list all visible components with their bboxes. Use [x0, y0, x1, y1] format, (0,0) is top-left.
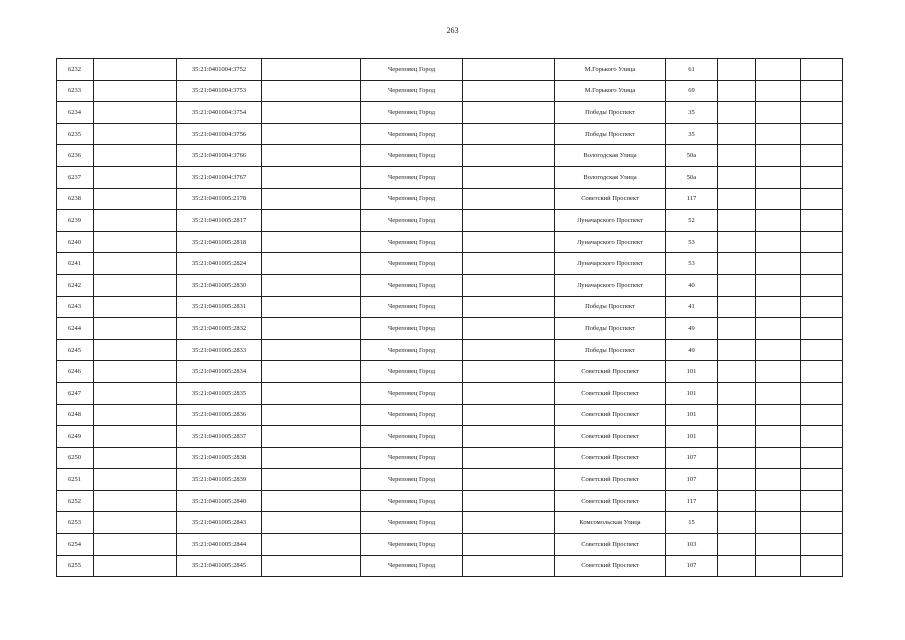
empty-cell — [262, 123, 361, 145]
empty-cell — [718, 447, 756, 469]
page-number: 263 — [446, 26, 459, 35]
empty-cell — [262, 80, 361, 102]
house-number-cell: 52 — [666, 210, 718, 232]
city-cell: Череповец Город — [361, 166, 463, 188]
empty-cell — [463, 80, 555, 102]
city-cell: Череповец Город — [361, 253, 463, 275]
city-cell: Череповец Город — [361, 534, 463, 556]
empty-cell — [463, 59, 555, 81]
table-row — [57, 361, 843, 383]
house-number-cell: 50а — [666, 166, 718, 188]
empty-cell — [262, 166, 361, 188]
house-number-cell: 101 — [666, 404, 718, 426]
empty-cell — [718, 512, 756, 534]
row-number-cell: 6250 — [57, 447, 94, 469]
house-number-cell: 53 — [666, 231, 718, 253]
street-cell: Луначарского Проспект — [555, 253, 666, 275]
city-cell: Череповец Город — [361, 123, 463, 145]
empty-cell — [718, 426, 756, 448]
street-cell: Советский Проспект — [555, 534, 666, 556]
table-row — [57, 123, 843, 145]
empty-cell — [718, 534, 756, 556]
empty-cell — [463, 231, 555, 253]
table-row — [57, 512, 843, 534]
cadastral-number-cell: 35:21:0401004:3752 — [177, 59, 262, 81]
table-row — [57, 490, 843, 512]
empty-cell — [801, 404, 843, 426]
empty-cell — [94, 361, 177, 383]
empty-cell — [262, 59, 361, 81]
empty-cell — [718, 145, 756, 167]
empty-cell — [756, 404, 801, 426]
empty-cell — [463, 404, 555, 426]
row-number-cell: 6251 — [57, 469, 94, 491]
empty-cell — [801, 145, 843, 167]
empty-cell — [801, 59, 843, 81]
empty-cell — [94, 296, 177, 318]
empty-cell — [756, 426, 801, 448]
empty-cell — [718, 490, 756, 512]
cadastral-number-cell: 35:21:0401004:3756 — [177, 123, 262, 145]
cadastral-number-cell: 35:21:0401004:3766 — [177, 145, 262, 167]
empty-cell — [756, 145, 801, 167]
empty-cell — [94, 555, 177, 577]
table-row — [57, 102, 843, 124]
street-cell: Победы Проспект — [555, 102, 666, 124]
empty-cell — [463, 296, 555, 318]
row-number-cell: 6247 — [57, 382, 94, 404]
street-cell: Луначарского Проспект — [555, 231, 666, 253]
empty-cell — [718, 231, 756, 253]
city-cell: Череповец Город — [361, 361, 463, 383]
street-cell: Комсомольская Улица — [555, 512, 666, 534]
empty-cell — [463, 426, 555, 448]
empty-cell — [262, 382, 361, 404]
city-cell: Череповец Город — [361, 426, 463, 448]
empty-cell — [718, 296, 756, 318]
empty-cell — [801, 382, 843, 404]
house-number-cell: 49 — [666, 339, 718, 361]
cadastral-number-cell: 35:21:0401005:2837 — [177, 426, 262, 448]
table-row — [57, 404, 843, 426]
empty-cell — [801, 274, 843, 296]
street-cell: Луначарского Проспект — [555, 210, 666, 232]
city-cell: Череповец Город — [361, 296, 463, 318]
table-row — [57, 534, 843, 556]
row-number-cell: 6239 — [57, 210, 94, 232]
empty-cell — [756, 555, 801, 577]
row-number-cell: 6233 — [57, 80, 94, 102]
empty-cell — [756, 102, 801, 124]
street-cell: М.Горького Улица — [555, 59, 666, 81]
empty-cell — [756, 59, 801, 81]
street-cell: Советский Проспект — [555, 490, 666, 512]
house-number-cell: 101 — [666, 361, 718, 383]
registry-body — [57, 59, 843, 577]
city-cell: Череповец Город — [361, 231, 463, 253]
cadastral-number-cell: 35:21:0401005:2843 — [177, 512, 262, 534]
empty-cell — [801, 534, 843, 556]
cadastral-number-cell: 35:21:0401005:2178 — [177, 188, 262, 210]
empty-cell — [756, 534, 801, 556]
row-number-cell: 6240 — [57, 231, 94, 253]
empty-cell — [718, 59, 756, 81]
empty-cell — [94, 145, 177, 167]
empty-cell — [801, 469, 843, 491]
empty-cell — [801, 512, 843, 534]
house-number-cell: 35 — [666, 123, 718, 145]
empty-cell — [262, 404, 361, 426]
empty-cell — [262, 231, 361, 253]
city-cell: Череповец Город — [361, 555, 463, 577]
city-cell: Череповец Город — [361, 469, 463, 491]
cadastral-number-cell: 35:21:0401005:2831 — [177, 296, 262, 318]
street-cell: Вологодская Улица — [555, 166, 666, 188]
cadastral-number-cell: 35:21:0401005:2818 — [177, 231, 262, 253]
empty-cell — [801, 361, 843, 383]
city-cell: Череповец Город — [361, 188, 463, 210]
empty-cell — [262, 469, 361, 491]
empty-cell — [463, 253, 555, 275]
empty-cell — [262, 102, 361, 124]
row-number-cell: 6234 — [57, 102, 94, 124]
street-cell: Луначарского Проспект — [555, 274, 666, 296]
empty-cell — [756, 188, 801, 210]
city-cell: Череповец Город — [361, 382, 463, 404]
street-cell: Советский Проспект — [555, 382, 666, 404]
empty-cell — [718, 210, 756, 232]
empty-cell — [801, 80, 843, 102]
row-number-cell: 6246 — [57, 361, 94, 383]
table-row — [57, 447, 843, 469]
cadastral-number-cell: 35:21:0401005:2834 — [177, 361, 262, 383]
empty-cell — [463, 469, 555, 491]
house-number-cell: 107 — [666, 555, 718, 577]
row-number-cell: 6248 — [57, 404, 94, 426]
empty-cell — [94, 210, 177, 232]
table-row — [57, 59, 843, 81]
empty-cell — [718, 339, 756, 361]
cadastral-number-cell: 35:21:0401005:2824 — [177, 253, 262, 275]
house-number-cell: 107 — [666, 447, 718, 469]
empty-cell — [801, 296, 843, 318]
empty-cell — [463, 512, 555, 534]
cadastral-number-cell: 35:21:0401005:2845 — [177, 555, 262, 577]
empty-cell — [718, 102, 756, 124]
empty-cell — [262, 296, 361, 318]
empty-cell — [463, 210, 555, 232]
empty-cell — [262, 361, 361, 383]
empty-cell — [718, 318, 756, 340]
empty-cell — [463, 274, 555, 296]
empty-cell — [463, 123, 555, 145]
empty-cell — [262, 490, 361, 512]
house-number-cell: 15 — [666, 512, 718, 534]
empty-cell — [94, 534, 177, 556]
empty-cell — [94, 447, 177, 469]
row-number-cell: 6255 — [57, 555, 94, 577]
empty-cell — [94, 166, 177, 188]
empty-cell — [262, 447, 361, 469]
row-number-cell: 6238 — [57, 188, 94, 210]
empty-cell — [801, 253, 843, 275]
street-cell: Вологодская Улица — [555, 145, 666, 167]
empty-cell — [801, 426, 843, 448]
street-cell: Советский Проспект — [555, 447, 666, 469]
empty-cell — [718, 274, 756, 296]
street-cell: Советский Проспект — [555, 188, 666, 210]
city-cell: Череповец Город — [361, 145, 463, 167]
empty-cell — [94, 469, 177, 491]
empty-cell — [463, 534, 555, 556]
cadastral-number-cell: 35:21:0401005:2832 — [177, 318, 262, 340]
empty-cell — [94, 80, 177, 102]
cadastral-number-cell: 35:21:0401005:2835 — [177, 382, 262, 404]
empty-cell — [463, 102, 555, 124]
empty-cell — [801, 102, 843, 124]
cadastral-number-cell: 35:21:0401005:2844 — [177, 534, 262, 556]
city-cell: Череповец Город — [361, 210, 463, 232]
empty-cell — [262, 188, 361, 210]
street-cell: Советский Проспект — [555, 404, 666, 426]
empty-cell — [718, 469, 756, 491]
table-row — [57, 274, 843, 296]
row-number-cell: 6237 — [57, 166, 94, 188]
empty-cell — [463, 318, 555, 340]
empty-cell — [801, 339, 843, 361]
cadastral-number-cell: 35:21:0401005:2839 — [177, 469, 262, 491]
city-cell: Череповец Город — [361, 102, 463, 124]
empty-cell — [756, 210, 801, 232]
empty-cell — [718, 555, 756, 577]
empty-cell — [756, 123, 801, 145]
cadastral-number-cell: 35:21:0401005:2817 — [177, 210, 262, 232]
city-cell: Череповец Город — [361, 490, 463, 512]
empty-cell — [94, 274, 177, 296]
empty-cell — [756, 80, 801, 102]
empty-cell — [756, 231, 801, 253]
cadastral-number-cell: 35:21:0401004:3754 — [177, 102, 262, 124]
street-cell: М.Горького Улица — [555, 80, 666, 102]
house-number-cell: 49 — [666, 318, 718, 340]
house-number-cell: 35 — [666, 102, 718, 124]
street-cell: Победы Проспект — [555, 339, 666, 361]
empty-cell — [718, 80, 756, 102]
empty-cell — [718, 253, 756, 275]
empty-cell — [756, 318, 801, 340]
empty-cell — [463, 145, 555, 167]
empty-cell — [801, 188, 843, 210]
table-row — [57, 318, 843, 340]
empty-cell — [262, 318, 361, 340]
empty-cell — [262, 210, 361, 232]
cadastral-number-cell: 35:21:0401004:3753 — [177, 80, 262, 102]
table-row — [57, 253, 843, 275]
empty-cell — [262, 426, 361, 448]
empty-cell — [94, 512, 177, 534]
empty-cell — [94, 404, 177, 426]
empty-cell — [94, 188, 177, 210]
city-cell: Череповец Город — [361, 404, 463, 426]
empty-cell — [262, 253, 361, 275]
city-cell: Череповец Город — [361, 447, 463, 469]
row-number-cell: 6236 — [57, 145, 94, 167]
city-cell: Череповец Город — [361, 80, 463, 102]
empty-cell — [463, 188, 555, 210]
empty-cell — [756, 447, 801, 469]
cadastral-number-cell: 35:21:0401005:2830 — [177, 274, 262, 296]
empty-cell — [756, 339, 801, 361]
empty-cell — [718, 404, 756, 426]
empty-cell — [463, 447, 555, 469]
empty-cell — [463, 555, 555, 577]
empty-cell — [94, 102, 177, 124]
table-row — [57, 231, 843, 253]
empty-cell — [94, 59, 177, 81]
row-number-cell: 6242 — [57, 274, 94, 296]
empty-cell — [262, 534, 361, 556]
empty-cell — [756, 361, 801, 383]
empty-cell — [801, 447, 843, 469]
city-cell: Череповец Город — [361, 59, 463, 81]
empty-cell — [756, 296, 801, 318]
table-row — [57, 166, 843, 188]
street-cell: Победы Проспект — [555, 123, 666, 145]
table-row — [57, 469, 843, 491]
empty-cell — [463, 490, 555, 512]
table-row — [57, 339, 843, 361]
empty-cell — [718, 382, 756, 404]
cadastral-number-cell: 35:21:0401004:3767 — [177, 166, 262, 188]
street-cell: Советский Проспект — [555, 426, 666, 448]
empty-cell — [94, 339, 177, 361]
city-cell: Череповец Город — [361, 274, 463, 296]
street-cell: Советский Проспект — [555, 361, 666, 383]
house-number-cell: 61 — [666, 59, 718, 81]
empty-cell — [94, 123, 177, 145]
row-number-cell: 6235 — [57, 123, 94, 145]
empty-cell — [262, 145, 361, 167]
house-number-cell: 117 — [666, 188, 718, 210]
empty-cell — [94, 318, 177, 340]
row-number-cell: 6252 — [57, 490, 94, 512]
empty-cell — [801, 166, 843, 188]
house-number-cell: 101 — [666, 426, 718, 448]
empty-cell — [718, 361, 756, 383]
empty-cell — [801, 490, 843, 512]
empty-cell — [756, 382, 801, 404]
house-number-cell: 41 — [666, 296, 718, 318]
table-row — [57, 426, 843, 448]
table-row — [57, 145, 843, 167]
registry-table — [56, 58, 843, 577]
empty-cell — [801, 210, 843, 232]
table-row — [57, 188, 843, 210]
empty-cell — [262, 339, 361, 361]
empty-cell — [463, 361, 555, 383]
empty-cell — [756, 166, 801, 188]
house-number-cell: 117 — [666, 490, 718, 512]
empty-cell — [94, 426, 177, 448]
empty-cell — [94, 382, 177, 404]
row-number-cell: 6245 — [57, 339, 94, 361]
empty-cell — [94, 231, 177, 253]
empty-cell — [801, 123, 843, 145]
empty-cell — [463, 166, 555, 188]
cadastral-number-cell: 35:21:0401005:2836 — [177, 404, 262, 426]
table-row — [57, 296, 843, 318]
table-row — [57, 555, 843, 577]
street-cell: Победы Проспект — [555, 318, 666, 340]
empty-cell — [756, 469, 801, 491]
empty-cell — [718, 166, 756, 188]
street-cell: Советский Проспект — [555, 555, 666, 577]
row-number-cell: 6254 — [57, 534, 94, 556]
house-number-cell: 69 — [666, 80, 718, 102]
empty-cell — [801, 318, 843, 340]
empty-cell — [756, 490, 801, 512]
street-cell: Победы Проспект — [555, 296, 666, 318]
row-number-cell: 6244 — [57, 318, 94, 340]
cadastral-number-cell: 35:21:0401005:2840 — [177, 490, 262, 512]
empty-cell — [756, 253, 801, 275]
table-row — [57, 382, 843, 404]
row-number-cell: 6241 — [57, 253, 94, 275]
cadastral-number-cell: 35:21:0401005:2833 — [177, 339, 262, 361]
house-number-cell: 101 — [666, 382, 718, 404]
empty-cell — [94, 490, 177, 512]
row-number-cell: 6243 — [57, 296, 94, 318]
empty-cell — [718, 123, 756, 145]
empty-cell — [262, 274, 361, 296]
empty-cell — [463, 339, 555, 361]
city-cell: Череповец Город — [361, 512, 463, 534]
empty-cell — [262, 512, 361, 534]
row-number-cell: 6249 — [57, 426, 94, 448]
city-cell: Череповец Город — [361, 318, 463, 340]
row-number-cell: 6253 — [57, 512, 94, 534]
city-cell: Череповец Город — [361, 339, 463, 361]
house-number-cell: 53 — [666, 253, 718, 275]
empty-cell — [94, 253, 177, 275]
empty-cell — [463, 382, 555, 404]
empty-cell — [262, 555, 361, 577]
row-number-cell: 6232 — [57, 59, 94, 81]
cadastral-number-cell: 35:21:0401005:2838 — [177, 447, 262, 469]
empty-cell — [801, 555, 843, 577]
empty-cell — [801, 231, 843, 253]
empty-cell — [756, 512, 801, 534]
house-number-cell: 103 — [666, 534, 718, 556]
table-row — [57, 210, 843, 232]
empty-cell — [718, 188, 756, 210]
house-number-cell: 50а — [666, 145, 718, 167]
house-number-cell: 40 — [666, 274, 718, 296]
street-cell: Советский Проспект — [555, 469, 666, 491]
empty-cell — [756, 274, 801, 296]
house-number-cell: 107 — [666, 469, 718, 491]
table-row — [57, 80, 843, 102]
